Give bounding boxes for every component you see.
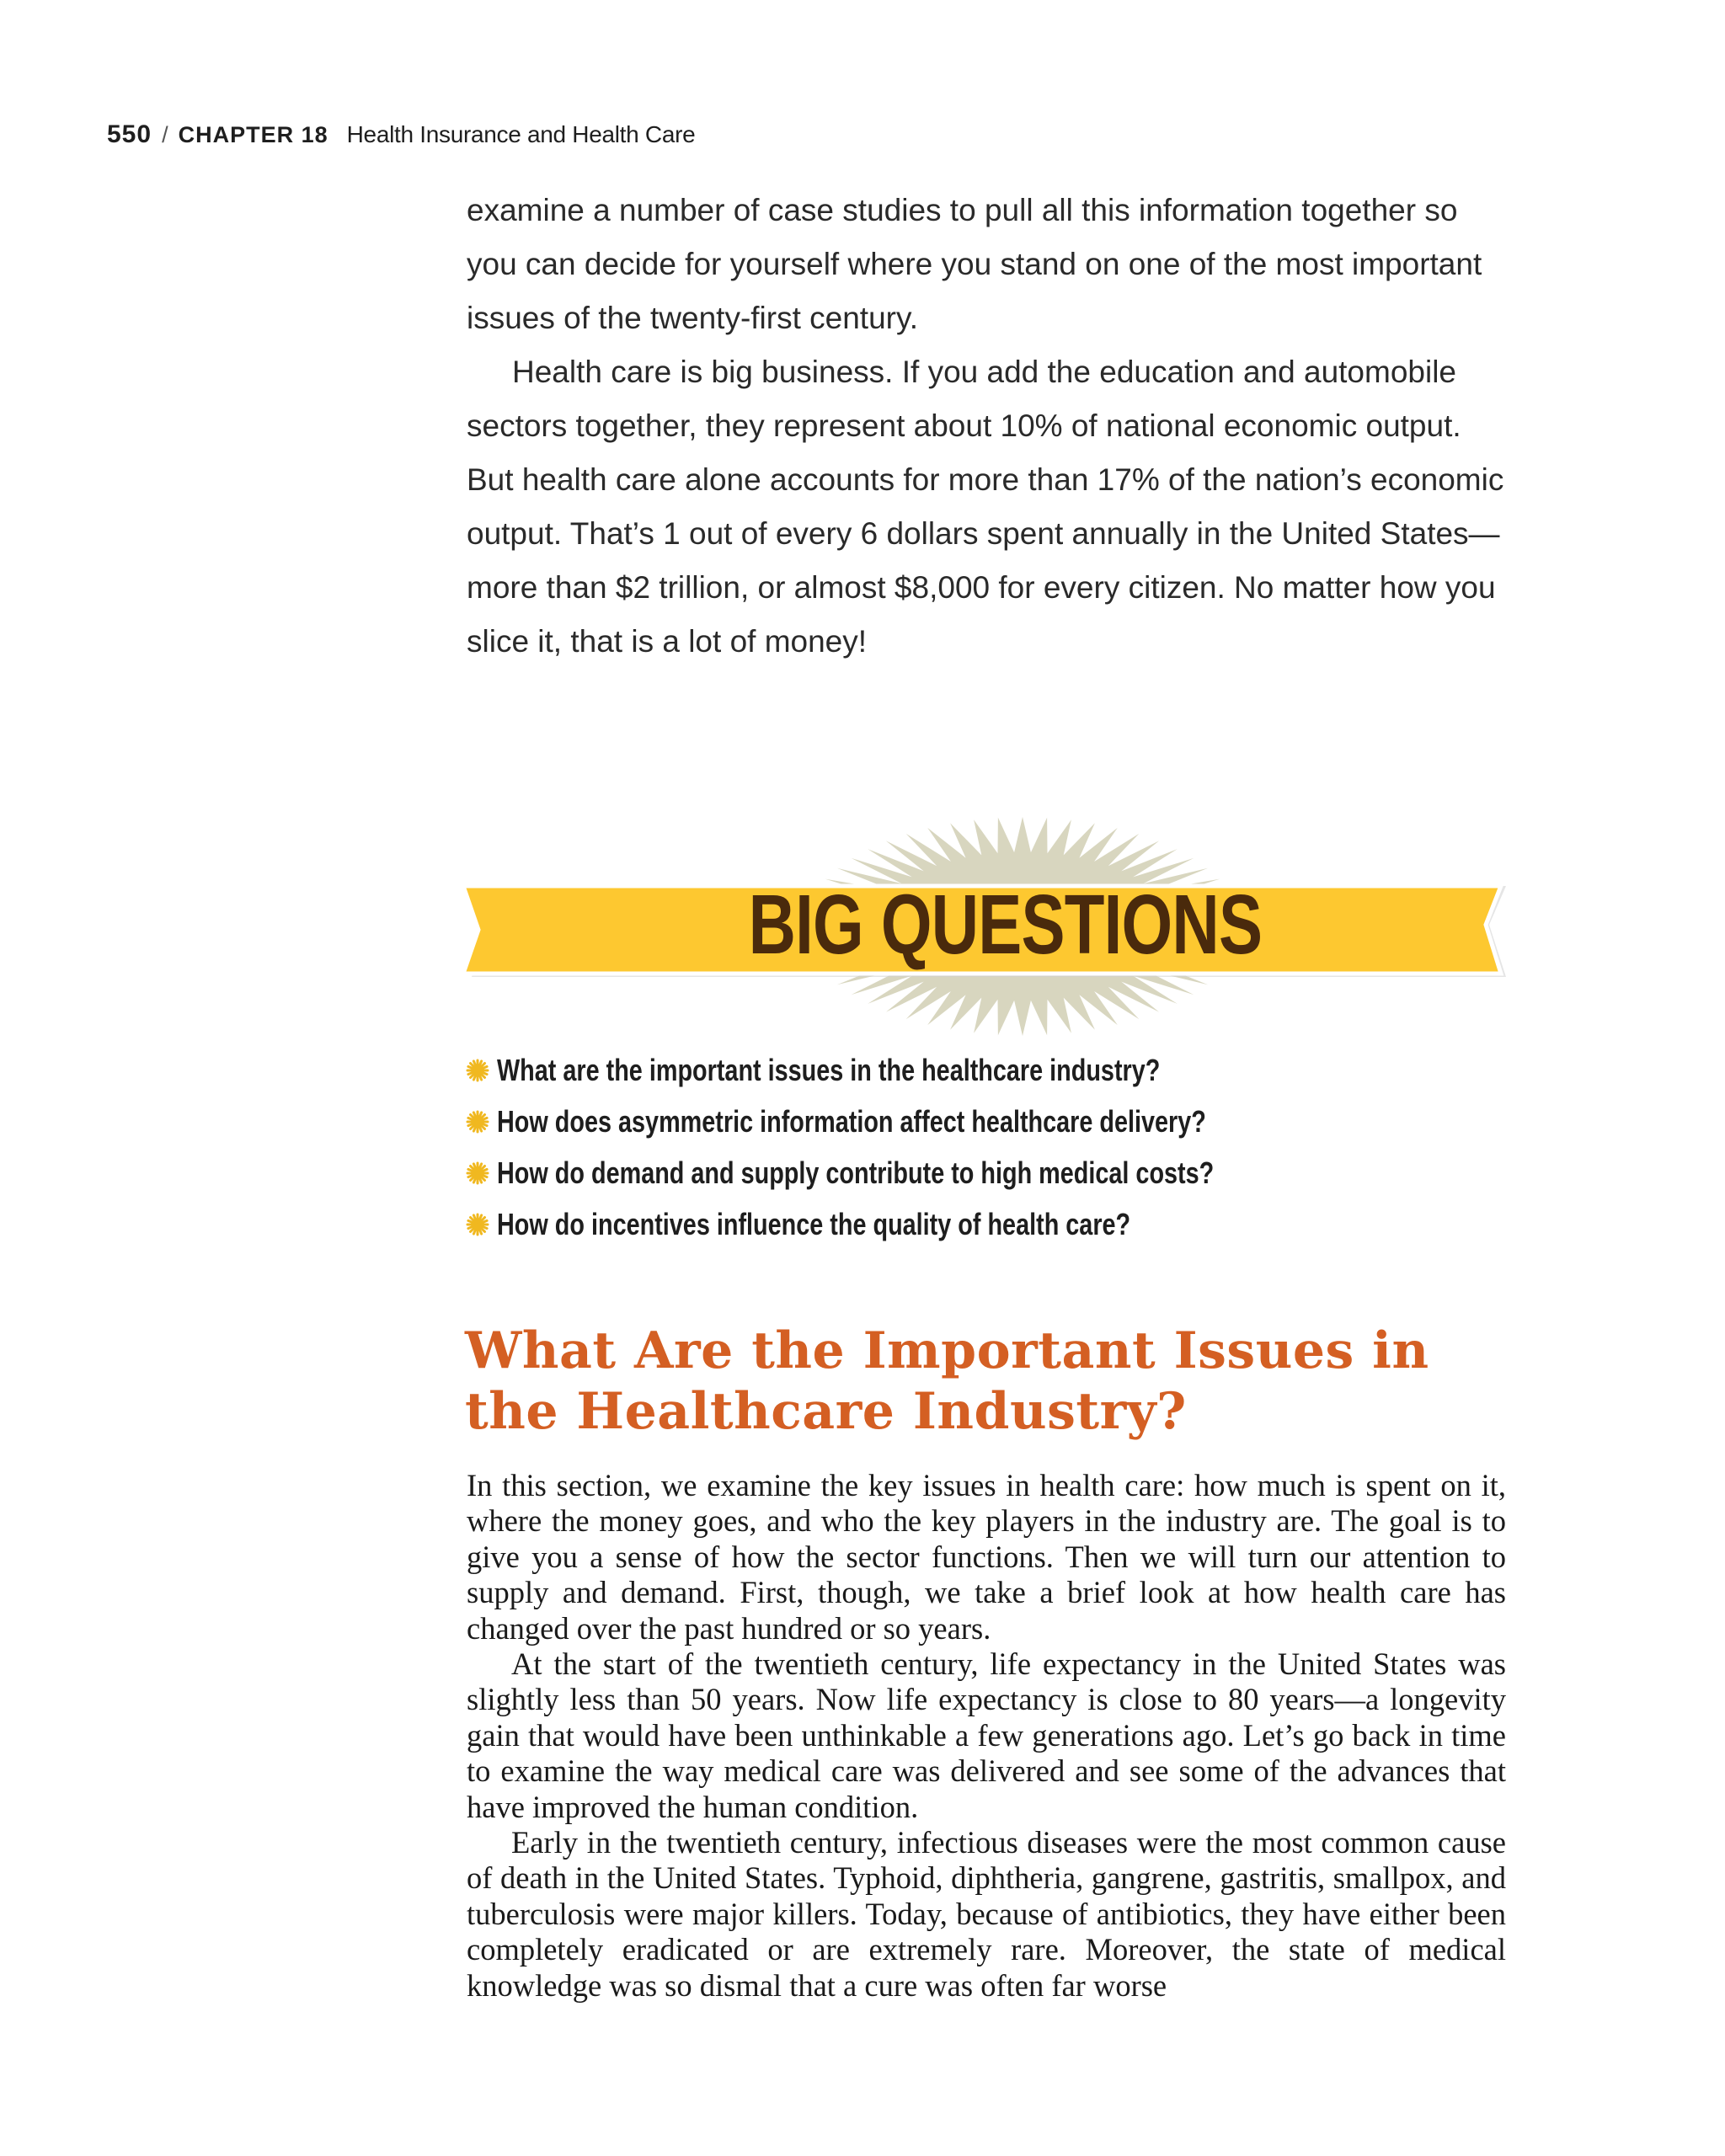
body-paragraph: In this section, we examine the key issues in health care: how much is spent on it, where the money goes, and who the key players in the industry are. The goal is to give you a sense of how the sector functions. Then we will turn our attention to supply and demand. First, though, we take a brief look at how health care has changed over the past hundred or so years. [467,1468,1506,1646]
star-burst-icon [465,1058,490,1083]
star-burst-icon [465,1109,490,1134]
section-heading-line: What Are the Important Issues in [465,1321,1429,1380]
question-text: What are the important issues in the healthcare industry? [497,1052,1161,1087]
star-burst-icon [465,1212,490,1237]
running-head [107,120,695,149]
intro-paragraph: Health care is big business. If you add the education and automobile sectors together, they represent about 10% of national economic output. But health care alone accounts for more than 17% of the nation’s economic output. That’s 1 out of every 6 dollars spent annually in the United States—more than $2 trillion, or almost $8,000 for every citizen. No matter how you slice it, that is a lot of money! [467,355,1504,659]
section-heading-line: the Healthcare Industry? [465,1382,1187,1441]
running-head-separator: / [162,122,168,147]
body-paragraph: Early in the twentieth century, infectious diseases were the most common cause of death in the United States. Typhoid, diphtheria, gangrene, gastritis, smallpox, and tuberculosis were major killers. Today, because of antibiotics, they have either been completely eradicated or are extremely rare. Moreover, the state of medical knowledge was so dismal that a cure was often far worse [467,1825,1506,2003]
big-questions-title: BIG QUESTIONS [748,878,1263,972]
question-text: How does asymmetric information affect healthcare delivery? [497,1103,1206,1139]
page-number: 550 [107,120,152,148]
chapter-label: CHAPTER 18 [178,122,328,147]
body-paragraph: At the start of the twentieth century, life expectancy in the United States was slightly less than 50 years. Now life expectancy is close to 80 years—a longevity gain that would have been unthinkable a few generations ago. Let’s go back in time to examine the way medical care was delivered and see some of the advances that have improved the human condition. [467,1646,1506,1824]
list-item [465,1147,1393,1198]
big-questions-banner [463,808,1508,1036]
question-text: How do demand and supply contribute to high medical costs? [497,1155,1215,1190]
list-item [465,1096,1393,1147]
big-questions-list [465,1044,1393,1250]
star-burst-icon [465,1161,490,1186]
list-item [465,1198,1393,1250]
intro-paragraph: examine a number of case studies to pull all this information together so you can decide for yourself where you stand on one of the most important issues of the twenty-first century. [467,193,1482,335]
list-item [465,1044,1393,1096]
question-text: How do incentives influence the quality of health care? [497,1206,1131,1241]
section-heading [465,1321,1509,1442]
chapter-title: Health Insurance and Health Care [346,121,696,147]
section-body [467,1468,1506,2004]
